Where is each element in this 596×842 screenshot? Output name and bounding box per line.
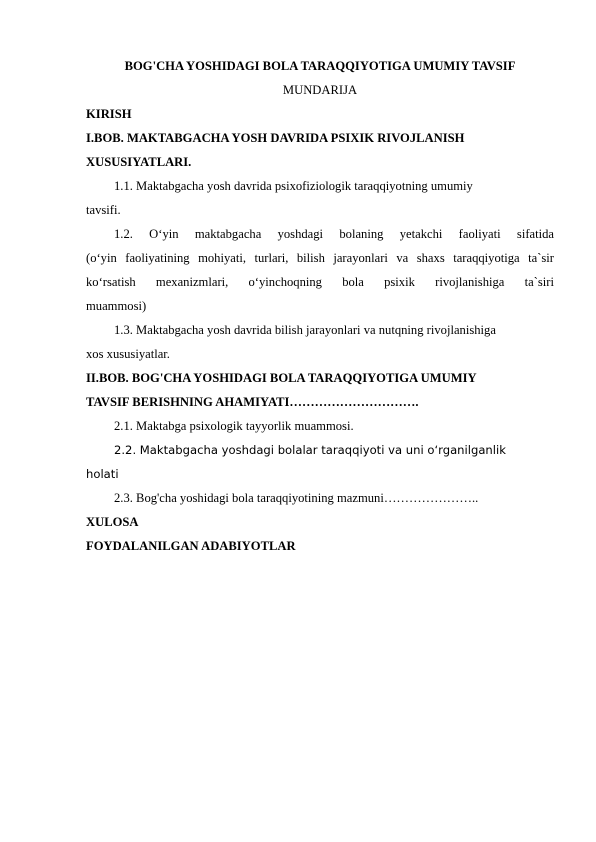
toc-chapter-2-line-1: II.BOB. BOG'CHA YOSHIDAGI BOLA TARAQQIYOTIGA UMUMIY	[86, 371, 477, 385]
toc-chapter-1-line-2: XUSUSIYATLARI.	[86, 155, 192, 169]
toc-section-1-3-line-1: 1.3. Maktabgacha yosh davrida bilish jarayonlari va nutqning rivojlanishiga	[114, 323, 496, 337]
toc-section-1-2-line-3: ko‘rsatish mexanizmlari, o‘yinchoqning bola psixik rivojlanishiga ta`siri	[86, 275, 554, 289]
document-title: BOG'CHA YOSHIDAGI BOLA TARAQQIYOTIGA UMUMIY TAVSIF	[124, 59, 516, 73]
toc-section-1-1-line-2: tavsifi.	[86, 203, 121, 217]
toc-adabiyotlar: FOYDALANILGAN ADABIYOTLAR	[86, 539, 296, 553]
toc-section-1-2-line-2: (o‘yin faoliyatining mohiyati, turlari, bilish jarayonlari va shaxs taraqqiyotiga ta`sir	[86, 251, 554, 265]
toc-section-2-2-line-1: 2.2. Maktabgacha yoshdagi bolalar taraqqiyoti va uni o‘rganilganlik	[114, 443, 506, 457]
toc-chapter-2-line-2: TAVSIF BERISHNING AHAMIYATI………………………….	[86, 395, 419, 409]
toc-kirish: KIRISH	[86, 107, 132, 121]
toc-section-1-3-line-2: xos xususiyatlar.	[86, 347, 170, 361]
document-subtitle: MUNDARIJA	[282, 83, 358, 97]
toc-section-1-2-line-4: muammosi)	[86, 299, 147, 313]
toc-chapter-1-line-1: I.BOB. MAKTABGACHA YOSH DAVRIDA PSIXIK RIVOJLANISH	[86, 131, 465, 145]
toc-section-2-2-line-2: holati	[86, 467, 119, 481]
toc-xulosa: XULOSA	[86, 515, 139, 529]
toc-section-2-3: 2.3. Bog'cha yoshidagi bola taraqqiyotining mazmuni…………………..	[114, 491, 479, 505]
toc-section-1-2-line-1: 1.2. O‘yin maktabgacha yoshdagi bolaning yetakchi faoliyati sifatida	[114, 227, 554, 241]
toc-section-1-1-line-1: 1.1. Maktabgacha yosh davrida psixofiziologik taraqqiyotning umumiy	[114, 179, 473, 193]
toc-section-2-1: 2.1. Maktabga psixologik tayyorlik muammosi.	[114, 419, 354, 433]
